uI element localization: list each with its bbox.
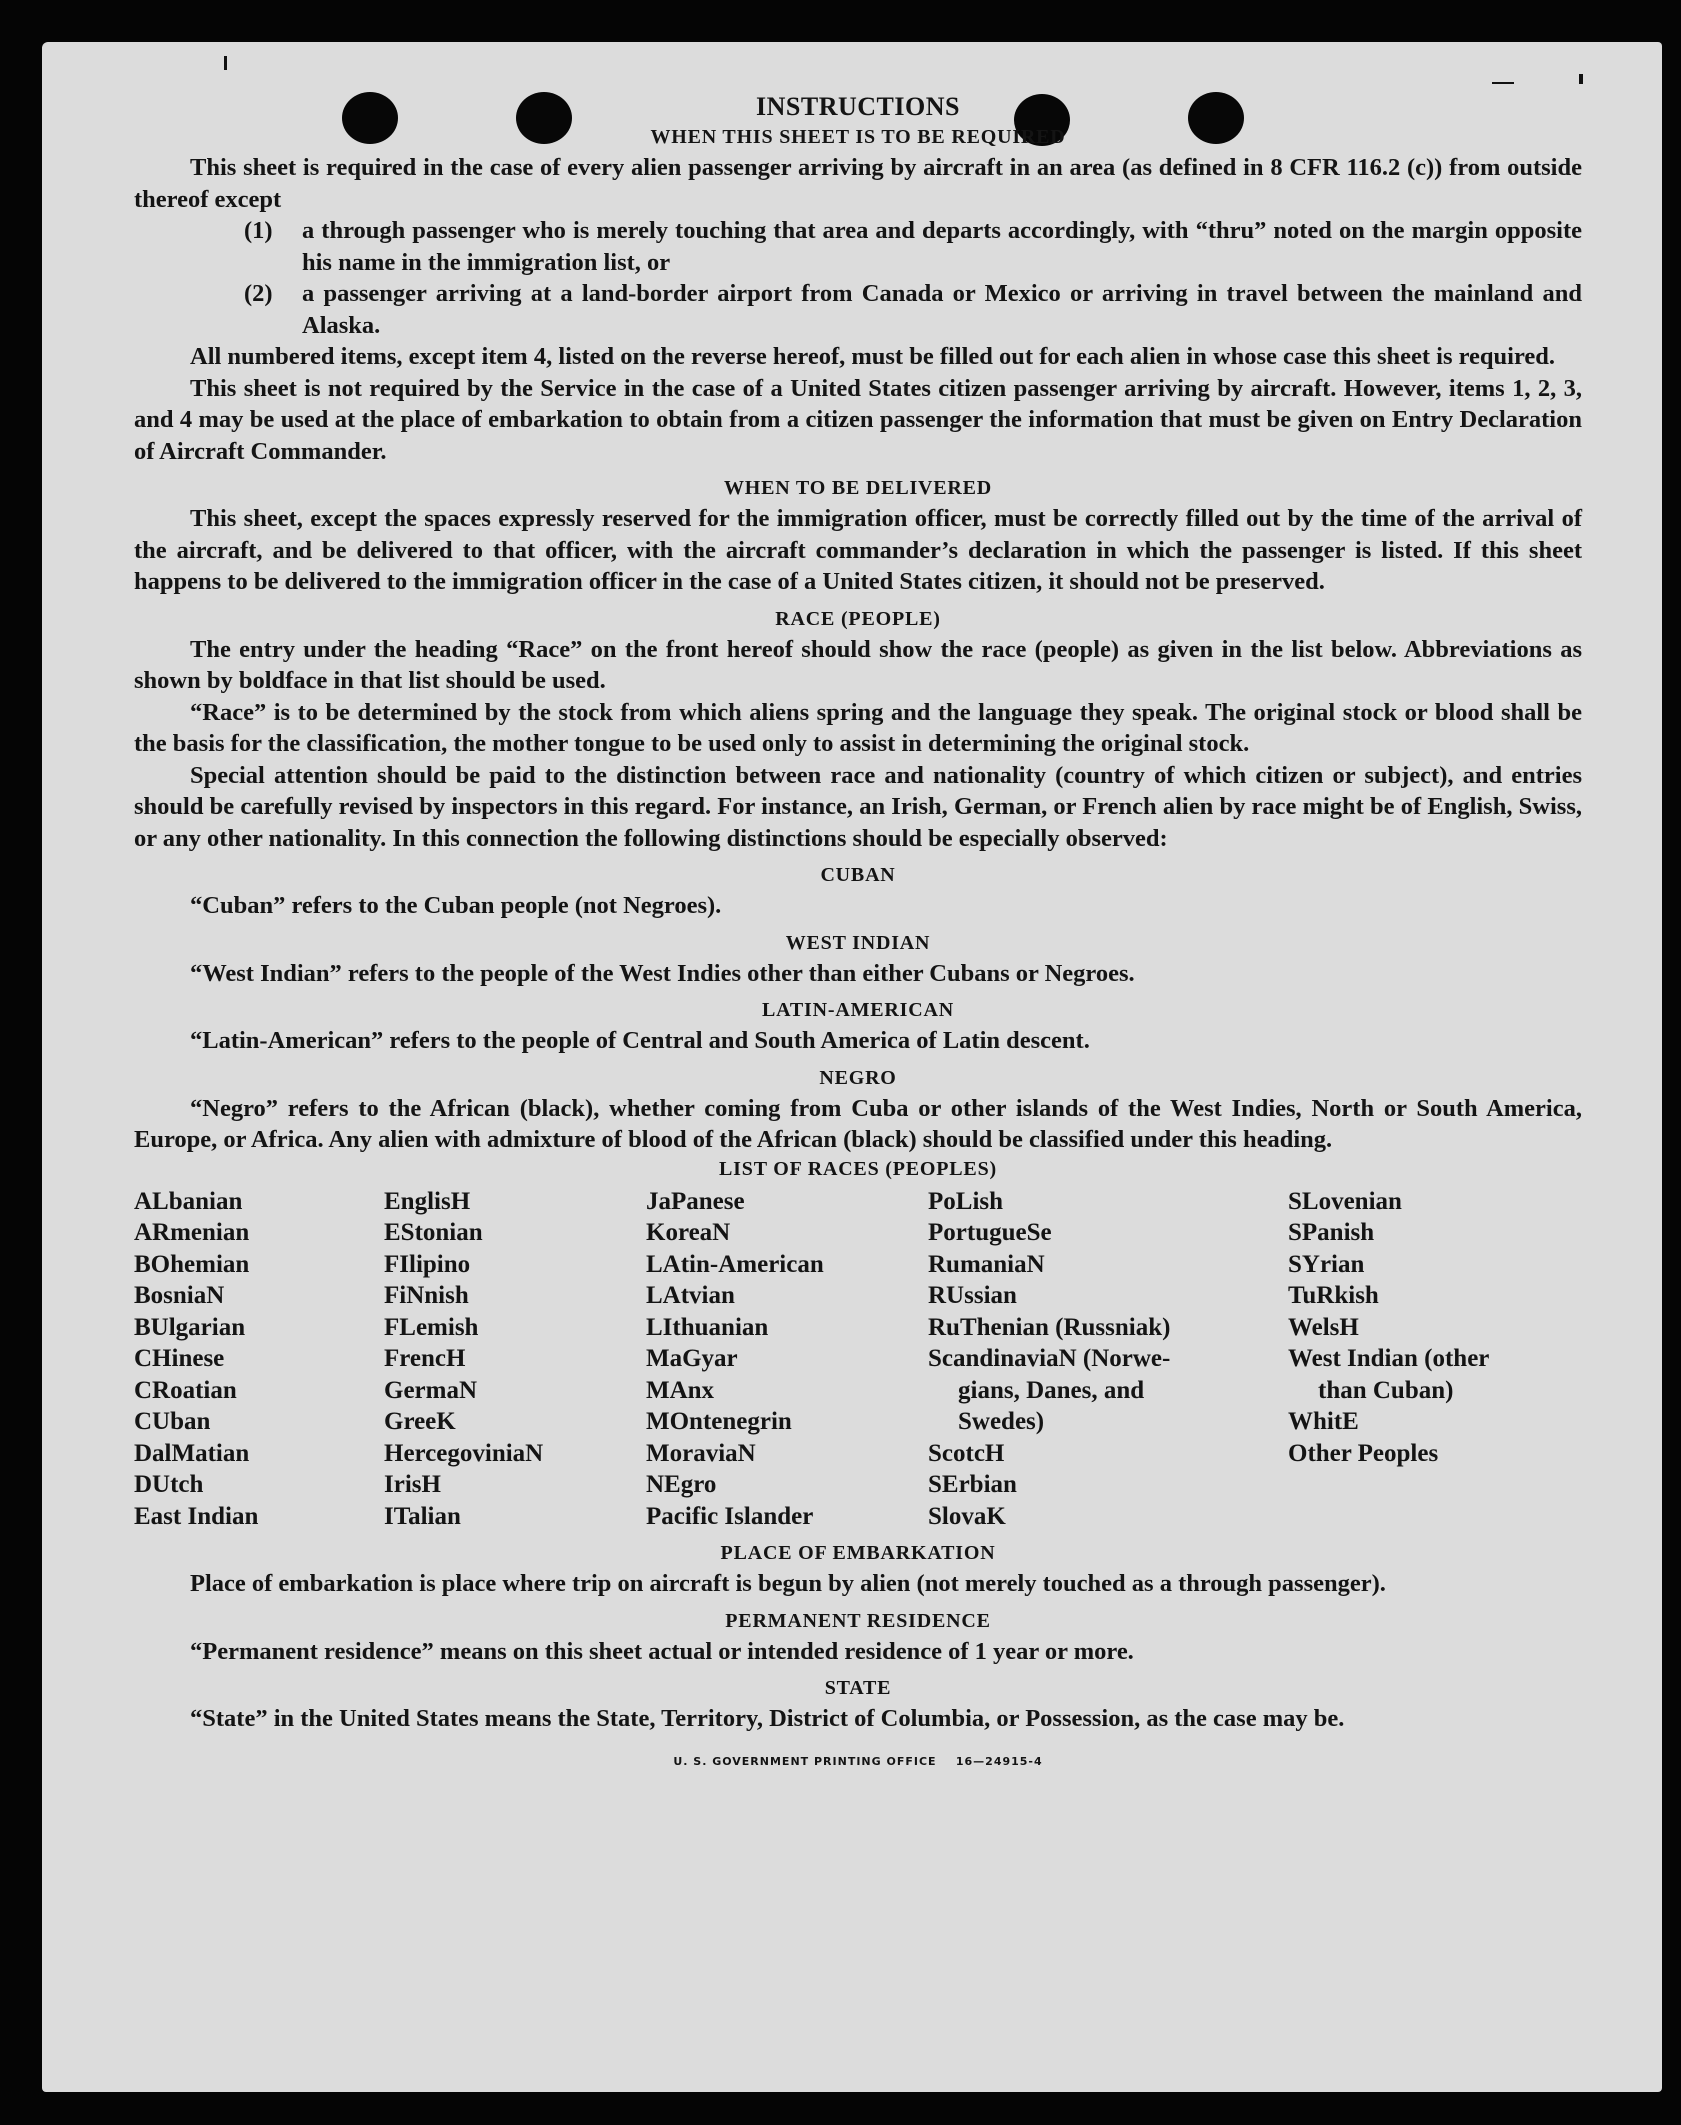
- race-entry: ScotcH: [928, 1439, 1005, 1467]
- ink-speck: [224, 56, 227, 70]
- race-column: [134, 1186, 384, 1533]
- race-entry: SLovenian: [1288, 1187, 1402, 1215]
- negro-text: “Negro” refers to the African (black), whether coming from Cuba or other islands of the West Indies, North or South America, Europe, or Africa. Any alien with admixture of blood of the African (black) should be classified under this heading.: [134, 1094, 1582, 1153]
- item-number: (2): [244, 280, 273, 307]
- state-text: “State” in the United States means the State, Territory, District of Columbia, or Possession, as the case may be.: [190, 1705, 1345, 1732]
- residence-text: “Permanent residence” means on this sheet actual or intended residence of 1 year or more.: [190, 1637, 1134, 1665]
- race-entry: EnglisH: [384, 1187, 471, 1215]
- race-entry: MAnx: [646, 1376, 715, 1404]
- race-entry: ALbanian: [134, 1187, 243, 1215]
- printing-office-imprint: U. S. GOVERNMENT PRINTING OFFICE 16—24915-4: [673, 1754, 1043, 1768]
- race-entry: West Indian (other: [1288, 1345, 1490, 1372]
- item-text: a passenger arriving at a land-border airport from Canada or Mexico or arriving in travel between the mainland and Alaska.: [302, 280, 1582, 339]
- race-entry: FIlipino: [384, 1250, 471, 1278]
- race-entry: FiNnish: [384, 1282, 469, 1309]
- page-title: INSTRUCTIONS: [756, 92, 960, 121]
- race-entry: RuThenian (Russniak): [928, 1313, 1171, 1341]
- race-entry: MaGyar: [646, 1345, 738, 1372]
- when-required-intro: This sheet is required in the case of every alien passenger arriving by aircraft in an area (as defined in 8 CFR 116.2 (c)) from outside thereof except: [134, 154, 1582, 213]
- list-item: [244, 278, 1582, 341]
- race-entry: gians, Danes, and: [958, 1376, 1145, 1404]
- race-entry: SPanish: [1288, 1219, 1375, 1246]
- latin-american-text: “Latin-American” refers to the people of Central and South America of Latin descent.: [190, 1027, 1090, 1054]
- race-entry: LAtvian: [646, 1282, 735, 1309]
- race-entry: PortugueSe: [928, 1219, 1052, 1246]
- race-entry: PoLish: [928, 1187, 1004, 1215]
- race-entry: SlovaK: [928, 1502, 1006, 1530]
- race-entry: than Cuban): [1318, 1376, 1454, 1404]
- race-entry: SErbian: [928, 1471, 1017, 1498]
- race-paragraph-1: The entry under the heading “Race” on the front hereof should show the race (people) as given in the list below. Abbreviations as shown by boldface in that list should be used.: [134, 635, 1582, 694]
- race-entry: SYrian: [1288, 1250, 1365, 1278]
- race-entry: GreeK: [384, 1408, 456, 1435]
- list-of-races-heading: LIST OF RACES (PEOPLES): [719, 1157, 997, 1180]
- race-entry: LAtin-American: [646, 1250, 824, 1278]
- races-grid: [134, 1186, 1582, 1533]
- when-required-heading: WHEN THIS SHEET IS TO BE REQUIRED: [650, 126, 1066, 148]
- race-entry: ITalian: [384, 1502, 461, 1530]
- document-sheet: [42, 42, 1662, 2092]
- race-entry: BUlgarian: [134, 1313, 246, 1341]
- race-entry: TuRkish: [1288, 1282, 1379, 1309]
- race-entry: HercegoviniaN: [384, 1439, 544, 1467]
- state-heading: STATE: [824, 1677, 892, 1699]
- numbered-items-paragraph: All numbered items, except item 4, listed on the reverse hereof, must be filled out for each alien in whose case this sheet is required.: [190, 343, 1556, 370]
- race-entry: RumaniaN: [928, 1250, 1045, 1278]
- residence-heading: PERMANENT RESIDENCE: [725, 1609, 991, 1632]
- when-delivered-text: This sheet, except the spaces expressly reserved for the immigration officer, must be correctly filled out by the time of the arrival of the aircraft, and be delivered to that officer, with the aircraft commander’s declaration in which the passenger is listed. If this sheet happens to be delivered to the immigration officer in the case of a United States citizen, it should not be preserved.: [134, 505, 1582, 595]
- race-column: [1288, 1186, 1582, 1533]
- item-number: (1): [244, 217, 273, 244]
- ink-speck: [1492, 82, 1514, 84]
- race-entry: Other Peoples: [1288, 1439, 1439, 1467]
- race-entry: GermaN: [384, 1376, 478, 1404]
- citizen-paragraph: This sheet is not required by the Service in the case of a United States citizen passenger arriving by aircraft. However, items 1, 2, 3, and 4 may be used at the place of embarkation to obtain from a citizen passenger the information that must be given on Entry Declaration of Aircraft Commander.: [134, 374, 1582, 465]
- race-entry: LIthuanian: [646, 1313, 769, 1341]
- ink-speck: [1579, 74, 1583, 84]
- exception-list: [244, 215, 1582, 341]
- race-entry: DUtch: [134, 1471, 204, 1498]
- race-entry: Pacific Islander: [646, 1502, 814, 1530]
- when-delivered-heading: WHEN TO BE DELIVERED: [723, 477, 993, 499]
- cuban-text: “Cuban” refers to the Cuban people (not Negroes).: [190, 892, 722, 919]
- race-entry: East Indian: [134, 1502, 259, 1530]
- item-text: a through passenger who is merely touching that area and departs accordingly, with “thru” noted on the margin opposite his name in the immigration list, or: [302, 217, 1582, 276]
- race-entry: CUban: [134, 1408, 211, 1435]
- race-entry: ScandinaviaN (Norwe-: [928, 1345, 1171, 1372]
- race-entry: WhitE: [1288, 1408, 1359, 1435]
- race-entry: BosniaN: [134, 1282, 225, 1309]
- race-entry: KoreaN: [646, 1219, 731, 1246]
- cuban-heading: CUBAN: [820, 864, 896, 886]
- race-entry: DalMatian: [134, 1439, 250, 1467]
- race-column: [646, 1186, 928, 1533]
- race-entry: RUssian: [928, 1282, 1017, 1309]
- race-column: [928, 1186, 1288, 1533]
- west-indian-heading: WEST INDIAN: [785, 931, 931, 954]
- race-entry: BOhemian: [134, 1250, 250, 1278]
- race-entry: JaPanese: [646, 1187, 745, 1215]
- latin-american-heading: LATIN-AMERICAN: [762, 999, 954, 1021]
- instructions-body: [134, 90, 1582, 1769]
- race-paragraph-3: Special attention should be paid to the distinction between race and nationality (country of which citizen or subject), and entries should be carefully revised by inspectors in this regard. For instance, an Irish, German, or French alien by race might be of English, Swiss, or any other nationality. In this connection the following distinctions should be especially observed:: [134, 761, 1582, 852]
- race-entry: WelsH: [1288, 1313, 1359, 1341]
- race-entry: CHinese: [134, 1345, 225, 1372]
- race-paragraph-2: “Race” is to be determined by the stock from which aliens spring and the language they speak. The original stock or blood shall be the basis for the classification, the mother tongue to be used only to assist in determining the original stock.: [134, 698, 1582, 757]
- embarkation-heading: PLACE OF EMBARKATION: [720, 1542, 996, 1564]
- race-entry: FLemish: [384, 1313, 479, 1341]
- race-entry: MOntenegrin: [646, 1408, 792, 1435]
- race-heading: RACE (PEOPLE): [775, 607, 941, 630]
- race-entry: NEgro: [646, 1471, 717, 1498]
- race-entry: EStonian: [384, 1219, 483, 1246]
- negro-heading: NEGRO: [819, 1066, 897, 1089]
- race-entry: Swedes): [958, 1408, 1045, 1435]
- race-entry: CRoatian: [134, 1376, 237, 1404]
- west-indian-text: “West Indian” refers to the people of the West Indies other than either Cubans or Negroes.: [190, 959, 1135, 987]
- race-column: [384, 1186, 646, 1533]
- race-entry: ARmenian: [134, 1219, 250, 1246]
- list-item: [244, 215, 1582, 278]
- race-entry: IrisH: [384, 1471, 441, 1498]
- race-entry: MoraviaN: [646, 1439, 756, 1467]
- embarkation-text: Place of embarkation is place where trip on aircraft is begun by alien (not merely touched as a through passenger).: [190, 1570, 1386, 1597]
- race-entry: FrencH: [384, 1345, 466, 1372]
